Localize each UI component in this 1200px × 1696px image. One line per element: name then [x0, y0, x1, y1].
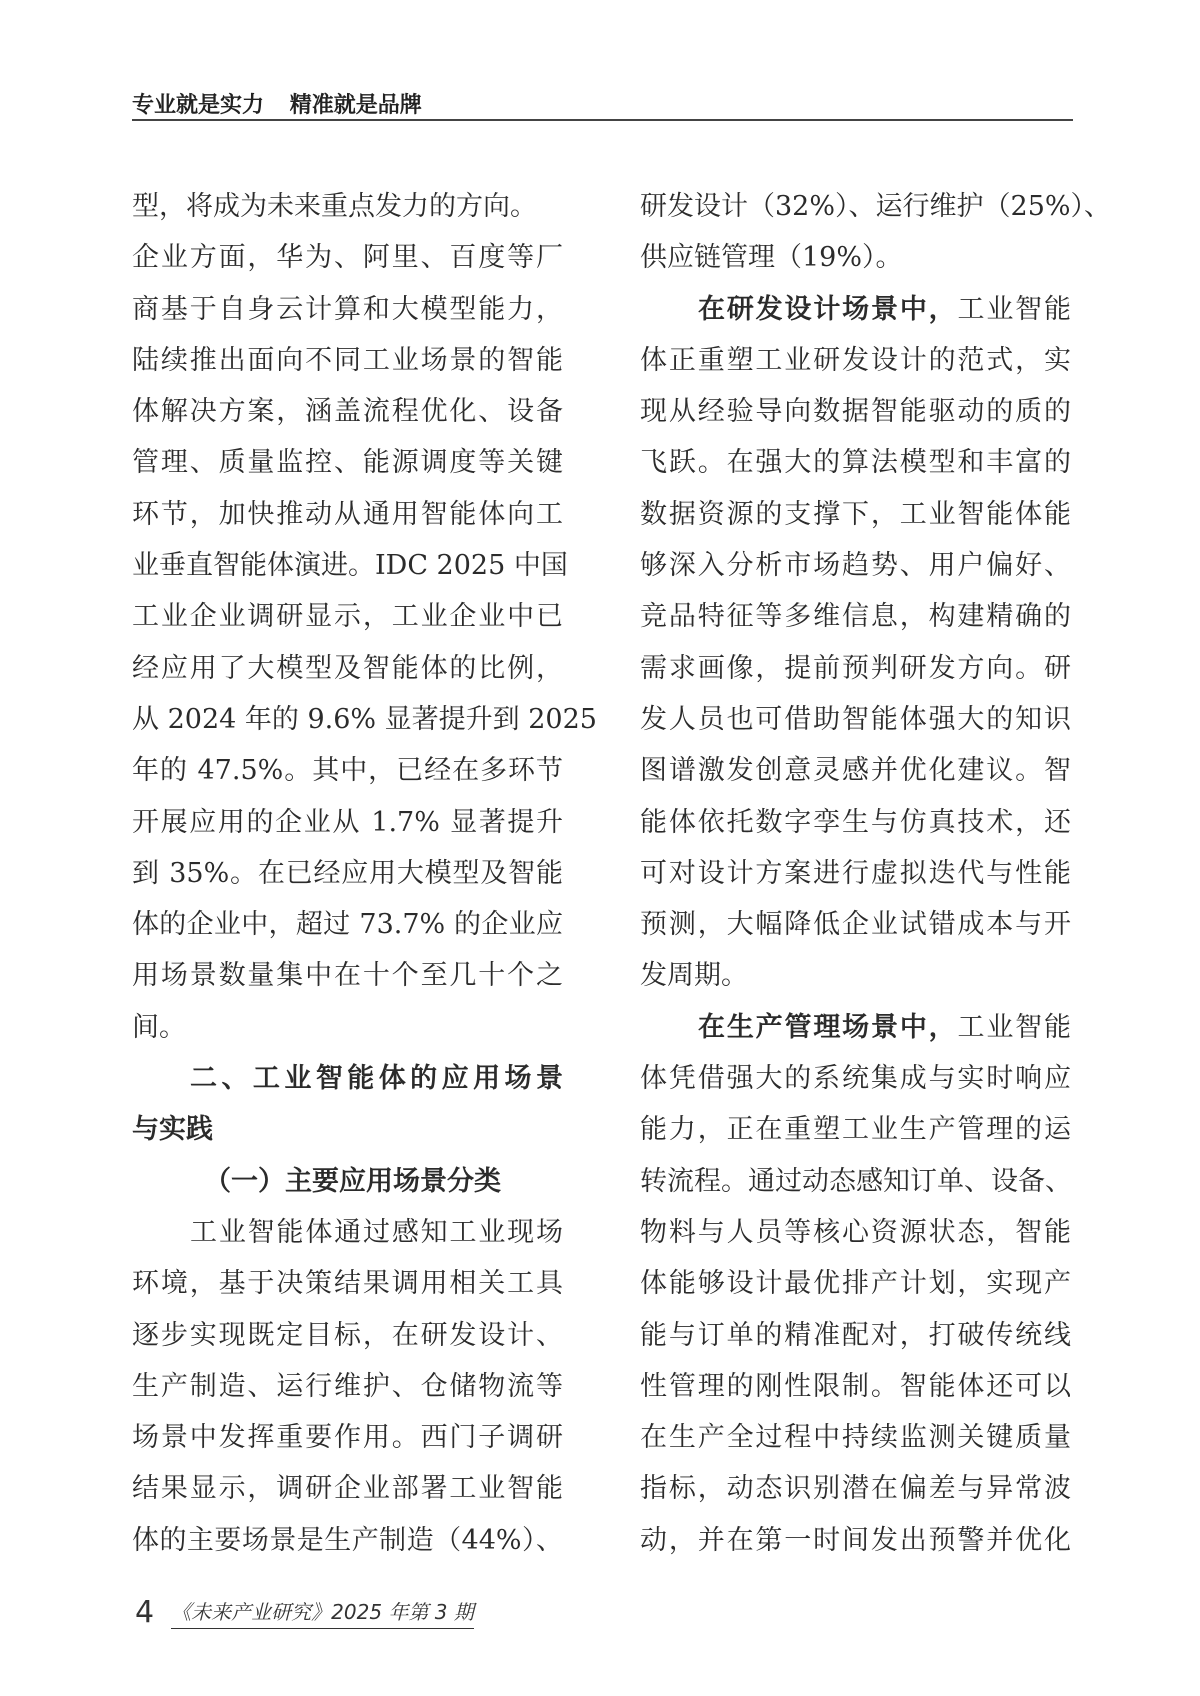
text-line [132, 750, 563, 801]
text-line [640, 1366, 1071, 1417]
section-heading [132, 1109, 563, 1160]
text-line [132, 237, 563, 288]
line-text: 环节，加快推动从通用智能体向工 [132, 498, 563, 530]
line-text: 用场景数量集中在十个至几十个之 [132, 960, 563, 992]
line-text: 开展应用的企业从 1.7% 显著提升 [132, 806, 563, 838]
text-line [132, 1315, 563, 1366]
text-line [640, 955, 1071, 1006]
text-line [640, 545, 1071, 596]
text-line [640, 1058, 1071, 1109]
text-line [640, 1263, 1071, 1314]
text-line [640, 340, 1071, 391]
text-line [132, 1366, 563, 1417]
line-text: 工业智能 [957, 1011, 1071, 1043]
line-text: 物料与人员等核心资源状态，智能 [640, 1216, 1071, 1248]
text-line [640, 904, 1071, 955]
text-line [640, 237, 1071, 288]
line-text: 能力，正在重塑工业生产管理的运 [640, 1114, 1071, 1146]
line-text: 生产制造、运行维护、仓储物流等 [132, 1370, 563, 1402]
line-text: 能与订单的精准配对，打破传统线 [640, 1319, 1071, 1351]
text-line [640, 750, 1071, 801]
section-heading [132, 1058, 563, 1109]
line-text: 可对设计方案进行虚拟迭代与性能 [640, 857, 1071, 889]
line-text: 预测，大幅降低企业试错成本与开 [640, 909, 1071, 941]
text-line [132, 853, 563, 904]
text-line [640, 1417, 1071, 1468]
text-line [640, 391, 1071, 442]
line-text: 商基于自身云计算和大模型能力， [132, 293, 563, 325]
line-text: 工业智能体通过感知工业现场 [190, 1216, 563, 1248]
text-line [132, 442, 563, 493]
line-text: 发周期。 [640, 960, 748, 992]
text-line [640, 596, 1071, 647]
line-text: 与实践 [132, 1114, 213, 1146]
text-line [132, 1263, 563, 1314]
line-text: 在生产全过程中持续监测关键质量 [640, 1422, 1071, 1454]
text-line [640, 1468, 1071, 1519]
text-line [132, 1417, 563, 1468]
text-line [640, 186, 1112, 237]
line-text: 逐步实现既定目标，在研发设计、 [132, 1319, 563, 1351]
line-text: 需求画像，提前预判研发方向。研 [640, 652, 1071, 684]
journal-title: 《未来产业研究》2025 年第 3 期 [171, 1596, 474, 1629]
text-line [640, 442, 1071, 493]
line-text: 性管理的刚性限制。智能体还可以 [640, 1370, 1071, 1402]
line-text: 管理、质量监控、能源调度等关键 [132, 447, 563, 479]
text-line [640, 853, 1071, 904]
line-text: 飞跃。在强大的算法模型和丰富的 [640, 447, 1071, 479]
text-line [640, 648, 1071, 699]
text-line [132, 340, 563, 391]
header-slogan-1: 专业就是实力 [132, 93, 265, 118]
text-line [132, 1468, 563, 1519]
line-text: 体凭借强大的系统集成与实时响应 [640, 1063, 1071, 1095]
line-text: （一）主要应用场景分类 [204, 1165, 501, 1197]
text-line [132, 545, 568, 596]
line-text: 图谱激发创意灵感并优化建议。智 [640, 755, 1071, 787]
line-text: 二、工业智能体的应用场景 [190, 1063, 563, 1095]
bold-lead-in: 在研发设计场景中， [698, 293, 958, 325]
text-line [640, 1109, 1071, 1160]
text-line [132, 391, 563, 442]
line-text: 数据资源的支撑下，工业智能体能 [640, 498, 1071, 530]
text-line [640, 699, 1071, 750]
line-text: 够深入分析市场趋势、用户偏好、 [640, 550, 1071, 582]
bold-lead-in: 在生产管理场景中， [698, 1011, 958, 1043]
line-text: 动，并在第一时间发出预警并优化 [640, 1524, 1071, 1556]
text-line [132, 955, 563, 1006]
line-text: 工业智能 [957, 293, 1071, 325]
line-text: 现从经验导向数据智能驱动的质的 [640, 396, 1071, 428]
line-text: 年的 47.5%。其中，已经在多环节 [132, 755, 563, 787]
text-line [640, 1007, 1071, 1058]
left-text-column [132, 186, 597, 1571]
line-text: 场景中发挥重要作用。西门子调研 [132, 1422, 563, 1454]
text-line [132, 802, 563, 853]
text-line [640, 1315, 1071, 1366]
text-line [132, 596, 563, 647]
line-text: 体能够设计最优排产计划，实现产 [640, 1268, 1071, 1300]
line-text: 陆续推出面向不同工业场景的智能 [132, 344, 563, 376]
line-text: 经应用了大模型及智能体的比例， [132, 652, 563, 684]
text-line [640, 494, 1071, 545]
line-text: 发人员也可借助智能体强大的知识 [640, 703, 1071, 735]
line-text: 体的主要场景是生产制造（44%）、 [132, 1524, 563, 1556]
page-footer [135, 1595, 474, 1630]
header-slogan-2: 精准就是品牌 [289, 93, 422, 118]
text-line [132, 1520, 563, 1571]
text-line [132, 186, 563, 237]
text-line [132, 494, 563, 545]
line-text: 能体依托数字孪生与仿真技术，还 [640, 806, 1071, 838]
text-line [640, 1161, 1071, 1212]
line-text: 体正重塑工业研发设计的范式，实 [640, 344, 1071, 376]
text-line [132, 699, 597, 750]
section-heading [132, 1161, 563, 1212]
header-rule [132, 119, 1073, 121]
line-text: 竞品特征等多维信息，构建精确的 [640, 601, 1071, 633]
text-line [640, 1520, 1071, 1571]
right-text-column [640, 186, 1112, 1571]
line-text: 结果显示，调研企业部署工业智能 [132, 1473, 563, 1505]
line-text: 环境，基于决策结果调用相关工具 [132, 1268, 563, 1300]
text-line [640, 289, 1071, 340]
line-text: 业垂直智能体演进。IDC 2025 中国 [132, 550, 568, 582]
line-text: 从 2024 年的 9.6% 显著提升到 2025 [132, 703, 597, 735]
line-text: 供应链管理（19%）。 [640, 242, 903, 274]
line-text: 间。 [132, 1011, 186, 1043]
text-line [132, 1212, 563, 1263]
running-header [132, 88, 440, 119]
text-line [132, 289, 563, 340]
text-line [132, 1007, 563, 1058]
line-text: 企业方面，华为、阿里、百度等厂 [132, 242, 563, 274]
line-text: 体解决方案，涵盖流程优化、设备 [132, 396, 563, 428]
line-text: 转流程。通过动态感知订单、设备、 [640, 1165, 1072, 1197]
line-text: 型，将成为未来重点发力的方向。 [132, 191, 537, 222]
text-line [132, 648, 563, 699]
line-text: 工业企业调研显示，工业企业中已 [132, 601, 563, 633]
text-line [132, 904, 563, 955]
page-number: 4 [135, 1595, 155, 1630]
text-line [640, 1212, 1071, 1263]
line-text: 指标，动态识别潜在偏差与异常波 [640, 1473, 1071, 1505]
line-text: 体的企业中，超过 73.7% 的企业应 [132, 909, 563, 941]
line-text: 研发设计（32%）、运行维护（25%）、 [640, 191, 1112, 222]
text-line [640, 802, 1071, 853]
line-text: 到 35%。在已经应用大模型及智能 [132, 857, 563, 889]
